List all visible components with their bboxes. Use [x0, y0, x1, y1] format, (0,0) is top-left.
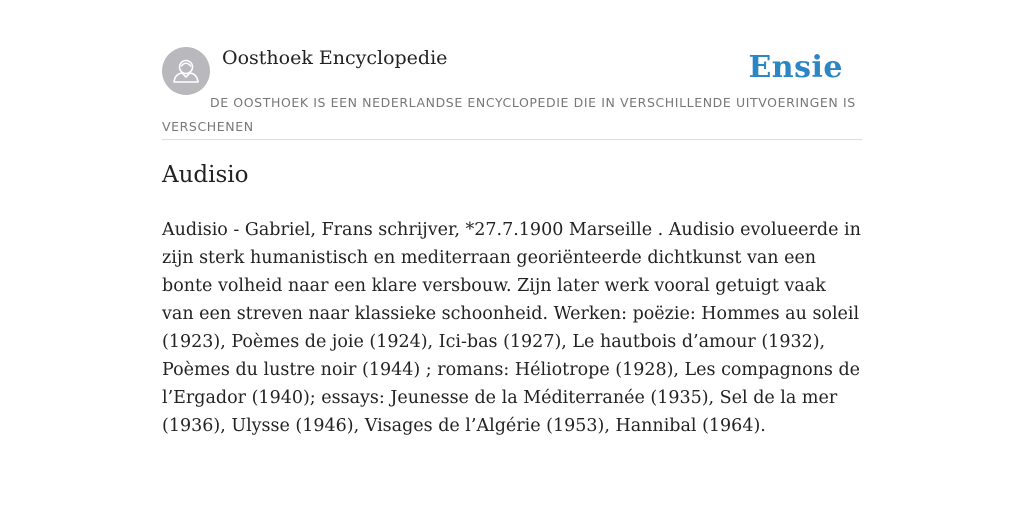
header	[162, 40, 862, 140]
article-title: Audisio	[162, 162, 249, 188]
user-outline-icon	[162, 47, 210, 95]
article-body: Audisio - Gabriel, Frans schrijver, *27.7.1900 Marseille . Audisio evolueerde in zijn sterk humanistisch en mediterraan georiënteerde dichtkunst van een bonte volheid naar een klare versbouw. Zijn later werk vooral getuigt vaak van een streven naar klassieke schoonheid. Werken: poëzie: Hommes au soleil (1923), Poèmes de joie (1924), Ici-bas (1927), Le hautbois d’amour (1932), Poèmes du lustre noir (1944) ; romans: Héliotrope (1928), Les compagnons de l’Ergador (1940); essays: Jeunesse de la Méditerranée (1935), Sel de la mer (1936), Ulysse (1946), Visages de l’Algérie (1953), Hannibal (1964).	[162, 220, 861, 436]
site-tagline: DE OOSTHOEK IS EEN NEDERLANDSE ENCYCLOPEDIE DIE IN VERSCHILLENDE UITVOERINGEN IS VERSCHENEN	[162, 95, 856, 134]
site-name-link[interactable]: Oosthoek Encyclopedie	[222, 47, 448, 69]
avatar[interactable]	[162, 47, 210, 95]
brand-logo-link[interactable]: Ensie	[748, 50, 843, 85]
header-divider	[162, 139, 862, 140]
